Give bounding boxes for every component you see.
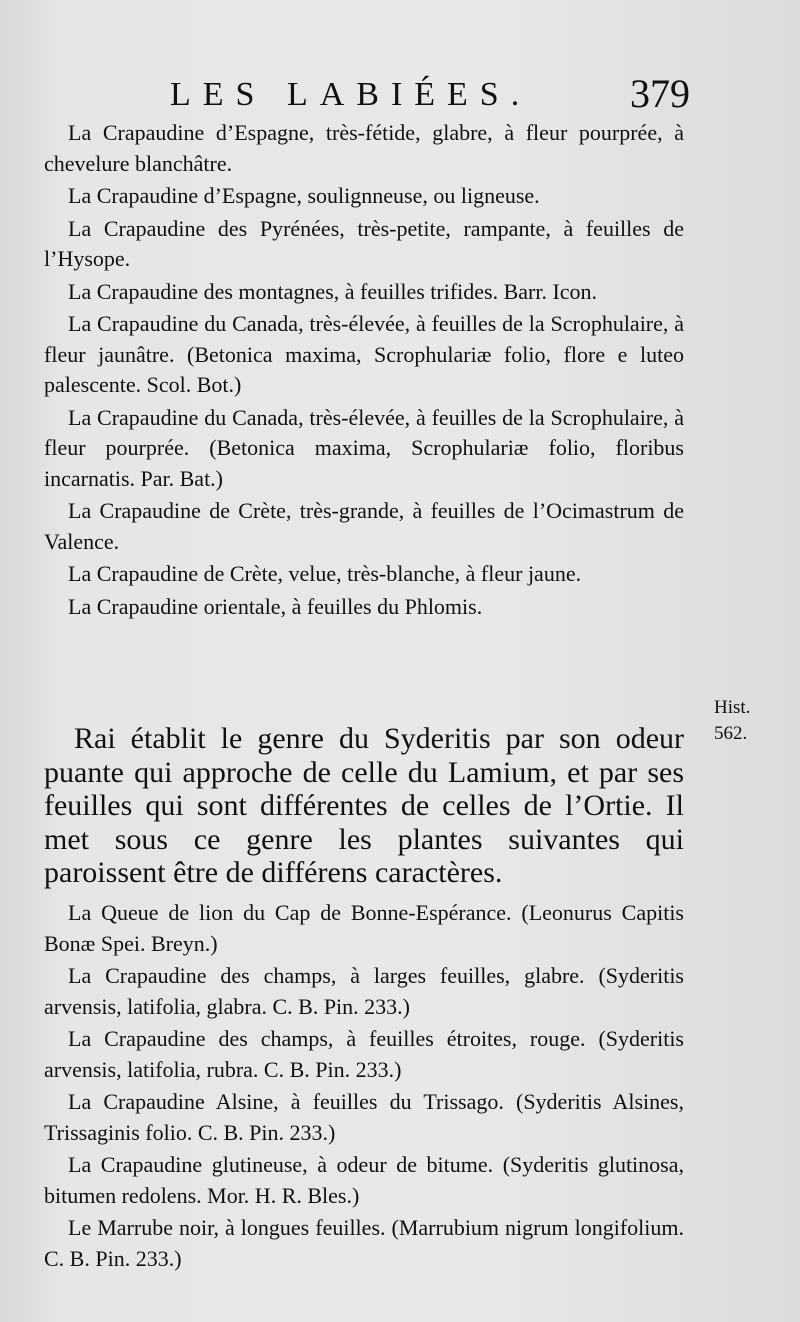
- species-list-bottom: [44, 898, 684, 1276]
- list-item: La Crapaudine des champs, à feuilles étroites, rouge. (Syderitis arvensis, latifolia, rubra. C. B. Pin. 233.): [44, 1026, 684, 1082]
- body-paragraph: Rai établit le genre du Syderitis par son odeur puante qui approche de celle du Lamium, et par ses feuilles qui sont différentes de celles de l’Ortie. Il met sous ce genre les plantes suivantes qui paroissent être de différens caractères.: [44, 722, 684, 889]
- list-item: La Crapaudine des champs, à larges feuilles, glabre. (Syderitis arvensis, latifolia, glabra. C. B. Pin. 233.): [44, 963, 684, 1019]
- list-item: La Queue de lion du Cap de Bonne-Espérance. (Leonurus Capitis Bonæ Spei. Breyn.): [44, 900, 684, 956]
- margin-reference-line: 562.: [714, 723, 748, 744]
- margin-reference: [714, 695, 784, 747]
- list-item: La Crapaudine des Pyrénées, très-petite, rampante, à feuilles de l’Hysope.: [44, 215, 684, 271]
- margin-reference-line: Hist.: [714, 697, 751, 718]
- species-list-top: [44, 118, 684, 624]
- list-item: Le Marrube noir, à longues feuilles. (Marrubium nigrum longifolium. C. B. Pin. 233.): [44, 1215, 684, 1271]
- page-header: [170, 70, 690, 122]
- list-item: La Crapaudine Alsine, à feuilles du Trissago. (Syderitis Alsines, Trissaginis folio. C. B. Pin. 233.): [44, 1089, 684, 1145]
- list-item: La Crapaudine des montagnes, à feuilles trifides. Barr. Icon.: [68, 278, 598, 304]
- list-item: La Crapaudine du Canada, très-élevée, à feuilles de la Scrophulaire, à fleur jaunâtre. (Betonica maxima, Scrophulariæ folio, flore e luteo palescente. Scol. Bot.): [44, 311, 684, 397]
- list-item: La Crapaudine glutineuse, à odeur de bitume. (Syderitis glutinosa, bitumen redolens. Mor. H. R. Bles.): [44, 1152, 684, 1208]
- list-item: La Crapaudine d’Espagne, soulignneuse, ou ligneuse.: [68, 183, 540, 208]
- list-item: La Crapaudine de Crète, velue, très-blanche, à fleur jaune.: [68, 561, 582, 586]
- page-number: 379: [630, 71, 690, 116]
- list-item: La Crapaudine orientale, à feuilles du Phlomis.: [68, 593, 483, 619]
- list-item: La Crapaudine d’Espagne, très-fétide, glabre, à fleur pourprée, à chevelure blanchâtre.: [44, 120, 684, 176]
- running-title: LES LABIÉES.: [170, 76, 532, 113]
- list-item: La Crapaudine du Canada, très-élevée, à feuilles de la Scrophulaire, à fleur pourprée. (Betonica maxima, Scrophulariæ folio, floribus incarnatis. Par. Bat.): [44, 404, 684, 491]
- list-item: La Crapaudine de Crète, très-grande, à feuilles de l’Ocimastrum de Valence.: [44, 498, 684, 554]
